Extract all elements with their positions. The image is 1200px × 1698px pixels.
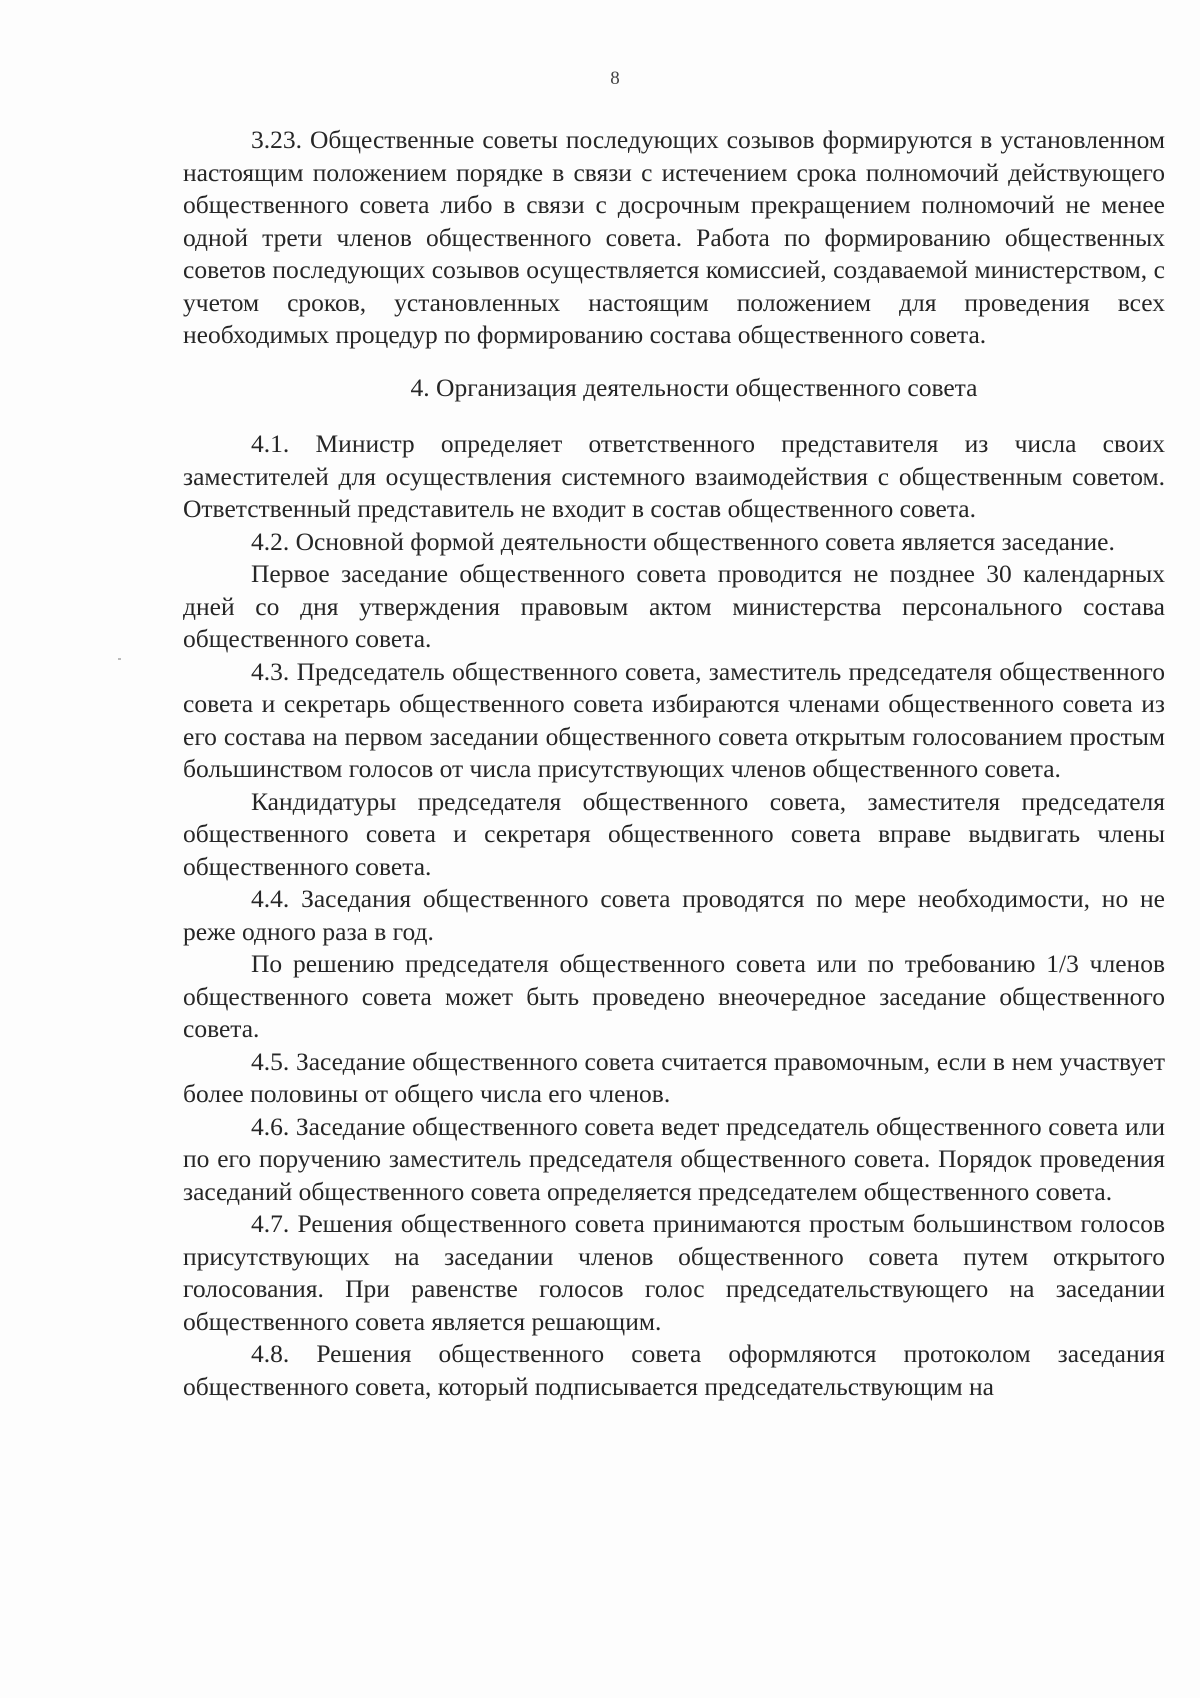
paragraph-4-2: 4.2. Основной формой деятельности общественного совета является заседание. (251, 526, 1115, 556)
paragraph-4-7: 4.7. Решения общественного совета принимаются простым большинством голосов присутствующих на заседании членов общественного совета путем открытого голосования. При равенстве голосов голос председательствующего на заседании общественного совета является решающим. (183, 1209, 1165, 1336)
document-body (183, 124, 1165, 1403)
paragraph-4-4: 4.4. Заседания общественного совета проводятся по мере необходимости, но не реже одного раза в год. (183, 884, 1165, 946)
page-number: 8 (610, 68, 620, 89)
scan-speck (118, 658, 121, 660)
paragraph-4-6: 4.6. Заседание общественного совета ведет председатель общественного совета или по его поручению заместитель председателя общественного совета. Порядок проведения заседаний общественного совета определяется председателем общественного совета. (183, 1111, 1165, 1206)
paragraph-4-1: 4.1. Министр определяет ответственного представителя из числа своих заместителей для осуществления системного взаимодействия с общественным советом. Ответственный представитель не входит в состав общественного совета. (183, 429, 1165, 523)
paragraph-4-3-candidates: Кандидатуры председателя общественного совета, заместителя председателя общественного совета и секретаря общественного совета вправе выдвигать члены общественного совета. (183, 786, 1165, 881)
paragraph-4-2-first-meeting: Первое заседание общественного совета проводится не позднее 30 календарных дней со дня утверждения правовым актом министерства персонального состава общественного совета. (183, 559, 1165, 653)
section-heading: 4. Организация деятельности общественного совета (410, 372, 978, 402)
paragraph-4-3: 4.3. Председатель общественного совета, заместитель председателя общественного совета и секретарь общественного совета избираются членами общественного совета из его состава на первом заседании общественного совета открытым голосованием простым большинством голосов от числа присутствующих членов общественного совета. (183, 656, 1165, 783)
paragraph-3-23: 3.23. Общественные советы последующих созывов формируются в установленном настоящим положением порядке в связи с истечением срока полномочий действующего общественного совета либо в связи с досрочным прекращением полномочий не менее одной трети членов общественного совета. Работа по формированию общественных советов последующих созывов осуществляется комиссией, создаваемой министерством, с учетом сроков, установленных настоящим положением для проведения всех необходимых процедур по формированию состава общественного совета. (183, 125, 1165, 349)
paragraph-4-5: 4.5. Заседание общественного совета считается правомочным, если в нем участвует более половины от общего числа его членов. (183, 1046, 1165, 1108)
paragraph-4-4-extraordinary: По решению председателя общественного совета или по требованию 1/3 членов общественного совета может быть проведено внеочередное заседание общественного совета. (183, 949, 1165, 1043)
paragraph-4-8: 4.8. Решения общественного совета оформляются протоколом заседания общественного совета, который подписывается председательствующим на (183, 1339, 1165, 1401)
